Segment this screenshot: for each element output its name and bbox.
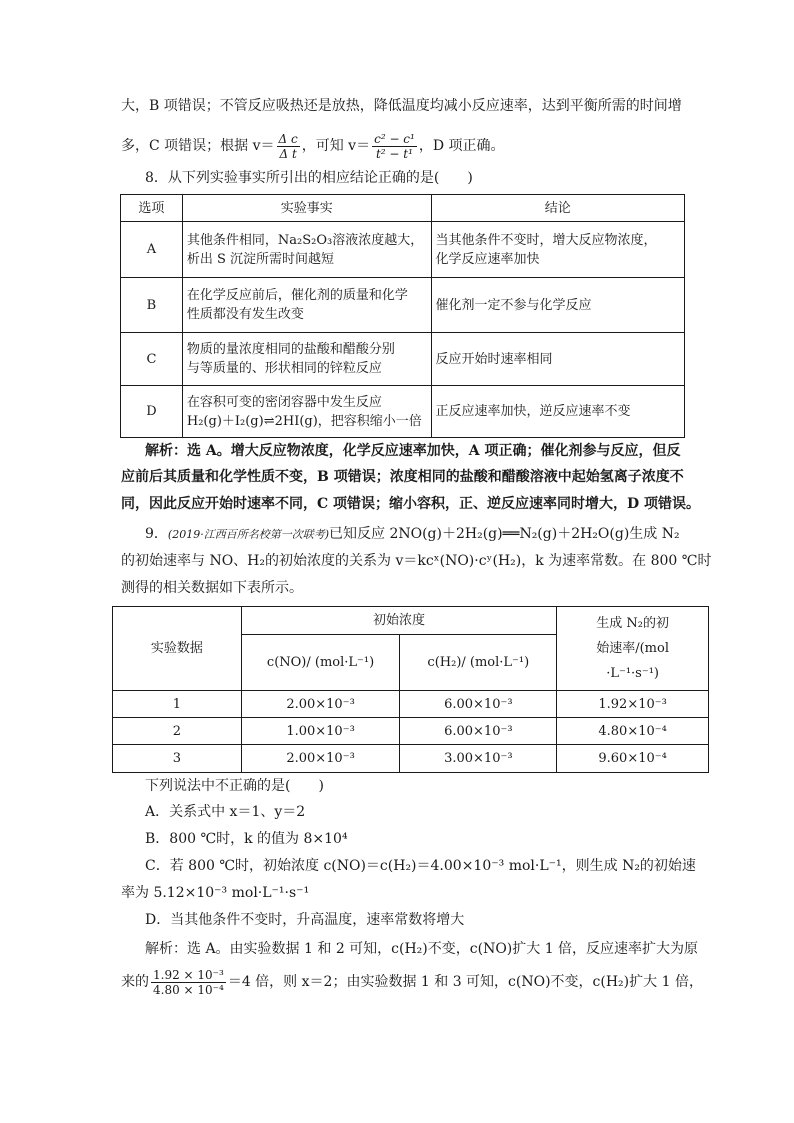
table-row <box>113 718 709 745</box>
table-header: 实验数据 <box>113 607 242 691</box>
text-segment: ，D 项正确。 <box>418 138 505 154</box>
fraction-numerator: Δ c <box>278 131 298 146</box>
fact-line: 在化学反应前后，催化剂的质量和化学 <box>186 288 408 303</box>
fact-line: H₂(g)＋I₂(g)⇌2HI(g)，把容积缩小一倍 <box>186 413 422 429</box>
question-source: (2019·江西百所名校第一次联考) <box>167 528 329 541</box>
header-line: 始速率/(mol <box>596 641 669 656</box>
fact-line: 物质的量浓度相同的盐酸和醋酸分别 <box>186 342 395 357</box>
table-header: c(NO)/ (mol·L⁻¹) <box>241 635 400 691</box>
fact-line: 其他条件相同，Na₂S₂O₃溶液浓度越大， <box>186 232 424 248</box>
fact-cell <box>182 386 431 438</box>
header-line: ·L⁻¹·s⁻¹) <box>606 666 659 681</box>
fact-line: 析出 S 沉淀所需时间越短 <box>186 251 335 267</box>
table-header-row <box>121 195 685 222</box>
table-row <box>121 222 685 278</box>
fraction <box>151 968 226 997</box>
analysis-line: 同，因此反应开始时速率不同，C 项错误；缩小容积，正、逆反应速率同时增大，D 项错误。 <box>121 496 701 512</box>
table-cell: 1 <box>113 691 242 718</box>
table-cell: 3.00×10⁻³ <box>400 745 557 773</box>
text-segment: 多，C 项错误；根据 v＝ <box>121 138 275 154</box>
table-header: 初始浓度 <box>241 607 557 635</box>
option-cell: A <box>121 222 183 278</box>
table-cell: 9.60×10⁻⁴ <box>557 745 709 773</box>
table-row <box>121 386 685 438</box>
option-d: D．当其他条件不变时，升高温度，速率常数将增大 <box>145 912 465 928</box>
fraction <box>277 132 300 161</box>
text-line: 测得的相关数据如下表所示。 <box>121 580 303 596</box>
fraction-denominator: 4.80 × 10⁻⁴ <box>153 982 224 997</box>
option-b: B．800 ℃时，k 的值为 8×10⁴ <box>145 831 348 847</box>
table-cell: 6.00×10⁻³ <box>400 691 557 718</box>
question-9-table <box>112 606 709 773</box>
text-line: 大，B 项错误；不管反应吸热还是放热，降低温度均减小反应速率，达到平衡所需的时间增 <box>121 98 682 114</box>
text-line: 的初始速率与 NO、H₂的初始浓度的关系为 v＝kcˣ(NO)·cʸ(H₂)，k 为速率常数。在 800 ℃时 <box>121 553 712 569</box>
conclusion-line: 当其他条件不变时，增大反应物浓度， <box>435 232 657 248</box>
table-header: 选项 <box>121 195 183 222</box>
question-8-table <box>120 194 685 438</box>
question-ask: 下列说法中不正确的是( ) <box>145 778 324 794</box>
question-9-stem <box>145 524 680 545</box>
table-header: 结论 <box>431 195 684 222</box>
fact-cell <box>182 222 431 278</box>
table-row <box>113 745 709 773</box>
fact-cell <box>182 333 431 386</box>
text-line-formula <box>121 130 505 162</box>
fact-line: 在容积可变的密闭容器中发生反应 <box>186 394 382 410</box>
table-cell: 4.80×10⁻⁴ <box>557 718 709 745</box>
table-row <box>121 333 685 386</box>
text-segment: ＝4 倍，则 x＝2；由实验数据 1 和 3 可知，c(NO)不变，c(H₂)扩大 1 倍， <box>227 974 703 990</box>
fraction-denominator: t² − t¹ <box>372 146 417 161</box>
table-header <box>557 607 709 691</box>
fact-line: 与等质量的、形状相同的锌粒反应 <box>186 361 382 376</box>
table-row <box>113 691 709 718</box>
option-cell: B <box>121 278 183 333</box>
option-a: A．关系式中 x＝1、y＝2 <box>145 804 306 820</box>
header-line: 生成 N₂的初 <box>596 616 669 631</box>
table-cell: 2 <box>113 718 242 745</box>
conclusion-cell <box>431 222 684 278</box>
text-segment: ，可知 v＝ <box>301 138 371 154</box>
conclusion-line: 化学反应速率加快 <box>435 251 540 267</box>
table-cell: 2.00×10⁻³ <box>241 745 400 773</box>
table-header: 实验事实 <box>182 195 431 222</box>
text-segment: 来的 <box>121 974 149 990</box>
analysis-line-formula <box>121 965 703 999</box>
conclusion-cell: 催化剂一定不参与化学反应 <box>431 278 684 333</box>
table-cell: 1.92×10⁻³ <box>557 691 709 718</box>
fraction <box>372 132 417 161</box>
question-8-title: 8．从下列实验事实所引出的相应结论正确的是( ) <box>145 170 473 186</box>
table-header: c(H₂)/ (mol·L⁻¹) <box>400 635 557 691</box>
fact-cell <box>182 278 431 333</box>
table-cell: 1.00×10⁻³ <box>241 718 400 745</box>
option-c: C．若 800 ℃时，初始浓度 c(NO)＝c(H₂)＝4.00×10⁻³ mol·L⁻¹，则生成 N₂的初始速 <box>145 858 696 874</box>
analysis-line: 应前后其质量和化学性质不变，B 项错误；浓度相同的盐酸和醋酸溶液中起始氢离子浓度不 <box>121 469 684 485</box>
table-header-row <box>113 607 709 635</box>
conclusion-cell: 正反应速率加快，逆反应速率不变 <box>431 386 684 438</box>
table-cell: 6.00×10⁻³ <box>400 718 557 745</box>
table-cell: 2.00×10⁻³ <box>241 691 400 718</box>
question-number: 9． <box>145 526 168 542</box>
fraction-denominator: Δ t <box>277 146 300 161</box>
table-row <box>121 278 685 333</box>
fraction-numerator: c² − c¹ <box>374 131 415 146</box>
option-c-continued: 率为 5.12×10⁻³ mol·L⁻¹·s⁻¹ <box>121 885 310 901</box>
analysis-line: 解析：选 A。增大反应物浓度，化学反应速率加快，A 项正确；催化剂参与反应，但反 <box>145 443 681 459</box>
fraction-numerator: 1.92 × 10⁻³ <box>153 967 224 982</box>
table-cell: 3 <box>113 745 242 773</box>
option-cell: C <box>121 333 183 386</box>
option-cell: D <box>121 386 183 438</box>
fact-line: 性质都没有发生改变 <box>186 307 304 322</box>
analysis-line: 解析：选 A。由实验数据 1 和 2 可知，c(H₂)不变，c(NO)扩大 1 倍，反应速率扩大为原 <box>145 941 699 957</box>
conclusion-cell: 反应开始时速率相同 <box>431 333 684 386</box>
text-segment: 已知反应 2NO(g)＋2H₂(g)══N₂(g)＋2H₂O(g)生成 N₂ <box>329 526 680 542</box>
